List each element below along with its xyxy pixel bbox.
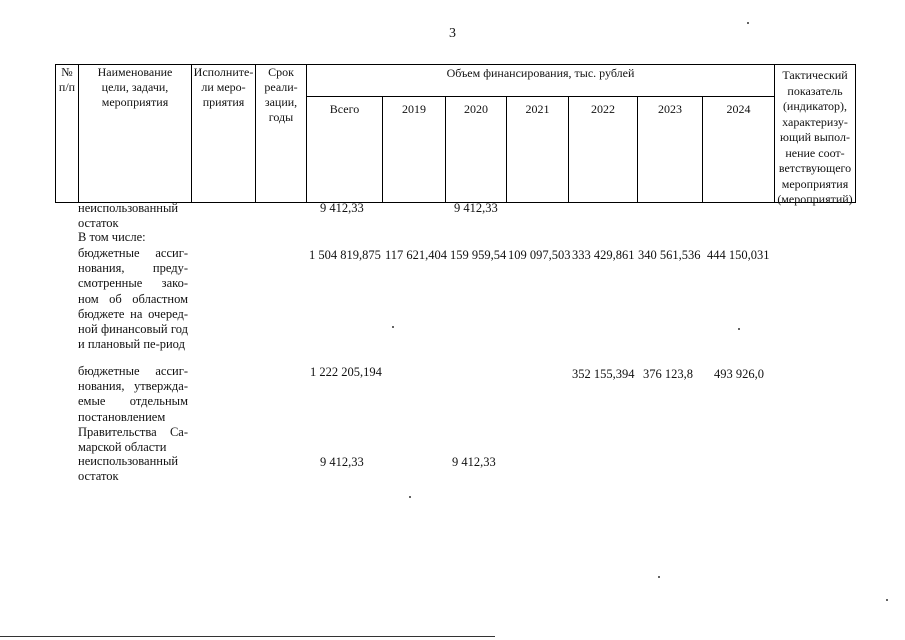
scan-speck: [392, 326, 394, 328]
row-2020: 9 412,33: [454, 201, 498, 215]
scan-speck: [886, 599, 888, 601]
page-number: 3: [449, 26, 456, 41]
header-term: Срок реали-зации, годы: [264, 65, 298, 124]
header-indicator: Тактический показатель (индикатор), характеризу-ющий выпол-нение соот-ветствующего мероприятия (мероприятий): [777, 68, 853, 206]
header-num: № п/п: [58, 65, 76, 94]
header-year-2023: 2023: [658, 102, 682, 116]
row-total: 1 222 205,194: [310, 365, 382, 379]
scan-line: [0, 636, 495, 637]
header-year-2019: 2019: [402, 102, 426, 116]
row-2023: 340 561,536: [638, 248, 701, 262]
row-label: бюджетные ассиг-нования, преду-смотренные зако-ном об областном бюджете на очеред-ной финансовый год и плановый пе-риод: [78, 246, 188, 352]
row-total: 1 504 819,875: [309, 248, 381, 262]
header-year-2024: 2024: [726, 102, 751, 116]
row-2022: 352 155,394: [572, 367, 635, 381]
header-year-2022: 2022: [591, 102, 615, 116]
header-year-2020: 2020: [464, 102, 488, 116]
row-label: неиспользованный остаток: [78, 454, 179, 484]
header-executor: Исполните-ли меро-приятия: [193, 65, 254, 109]
header-name: Наименование цели, задачи, мероприятия: [97, 65, 173, 109]
row-label: неиспользованный остаток: [78, 201, 179, 231]
header-year-2021: 2021: [525, 102, 550, 116]
row-2021: 109 097,503: [508, 248, 571, 262]
row-2020: 159 959,54: [450, 248, 507, 262]
row-label: В том числе:: [78, 230, 146, 244]
row-2022: 333 429,861: [572, 248, 635, 262]
header-total: Всего: [329, 102, 360, 116]
row-2024: 444 150,031: [707, 248, 770, 262]
row-total: 9 412,33: [320, 201, 364, 215]
row-label: бюджетные ассиг-нования, утвержда-емые отдельным постановлением Правительства Са-марской области: [78, 364, 188, 455]
header-funding: Объем финансирования, тыс. рублей: [446, 66, 635, 80]
scan-speck: [738, 328, 740, 330]
row-2020: 9 412,33: [452, 455, 496, 469]
row-2024: 493 926,0: [714, 367, 764, 381]
scan-speck: [747, 22, 749, 24]
scan-speck: [658, 576, 660, 578]
row-total: 9 412,33: [320, 455, 364, 469]
row-2019: 117 621,404: [385, 248, 448, 262]
scan-speck: [409, 496, 411, 498]
table-header: [55, 64, 856, 206]
row-2023: 376 123,8: [643, 367, 693, 381]
